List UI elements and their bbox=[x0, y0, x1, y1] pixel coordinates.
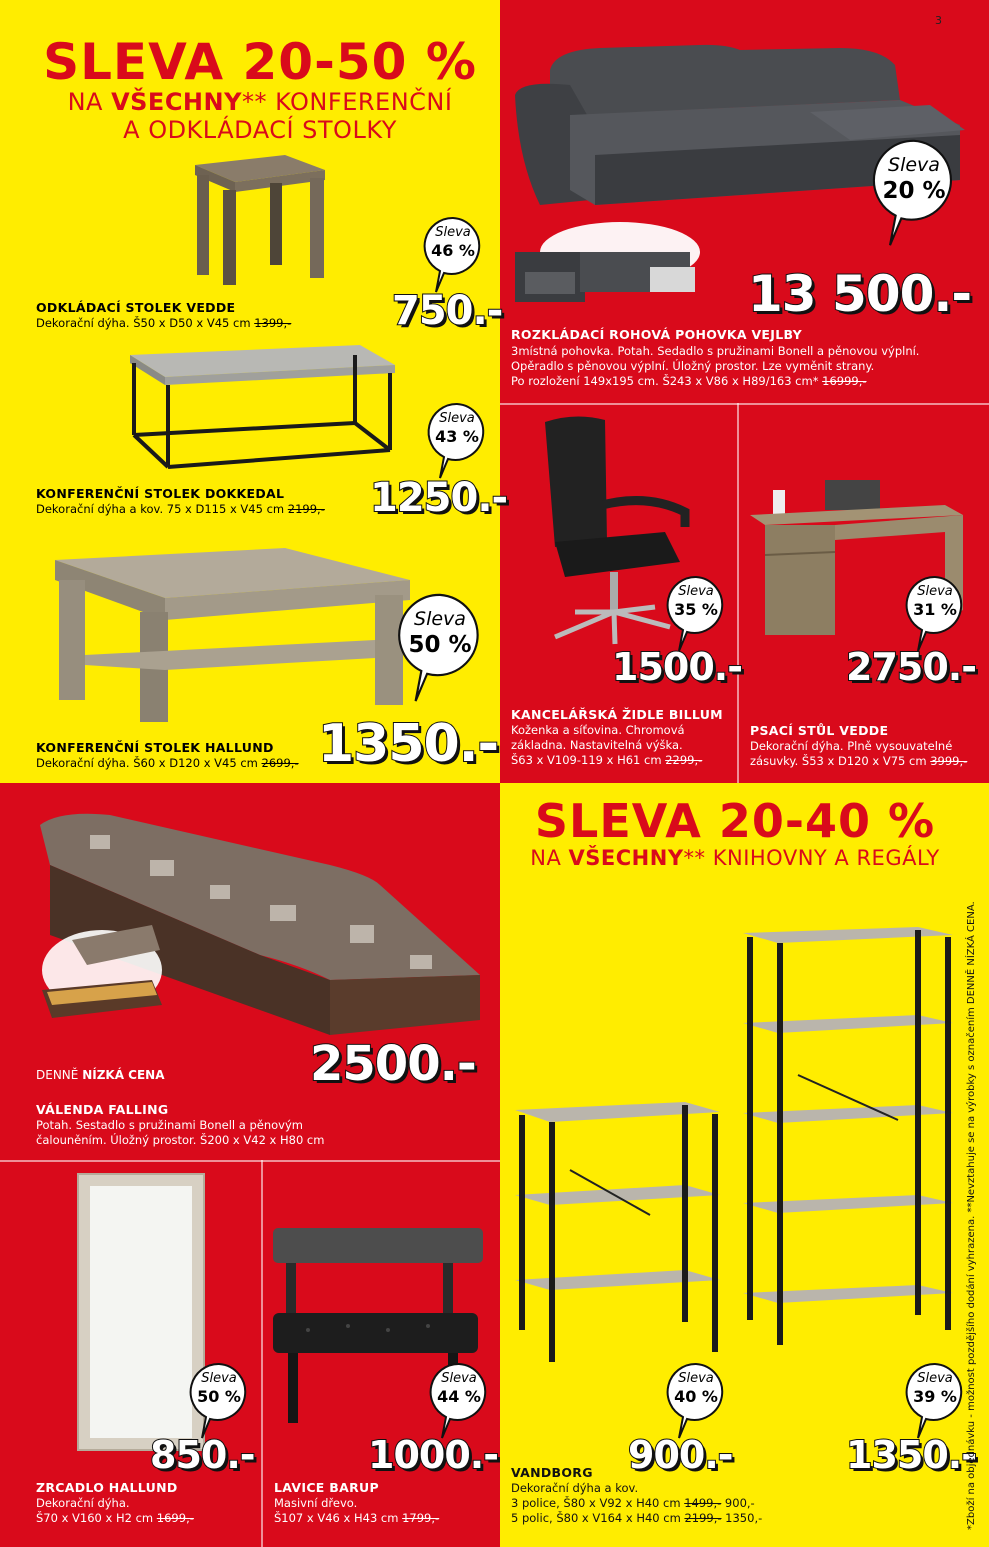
badge-percent: 44 % bbox=[437, 1387, 481, 1406]
shelf-5-image bbox=[738, 925, 963, 1350]
price: 750.- bbox=[392, 288, 503, 334]
badge-label: Sleva bbox=[888, 154, 940, 176]
bed-storage-detail-image bbox=[32, 920, 172, 1030]
side-table-image bbox=[185, 150, 335, 290]
product-desc: Masivní dřevo. Š107 x V46 x H43 cm 1799,- bbox=[274, 1496, 440, 1525]
badge-percent: 43 % bbox=[435, 427, 479, 446]
page-number: 3 bbox=[935, 14, 942, 27]
product-desc: Dekorační dýha. Š70 x V160 x H2 cm 1699,- bbox=[36, 1496, 194, 1525]
badge-label: Sleva bbox=[678, 584, 714, 599]
discount-badge bbox=[428, 1362, 490, 1440]
discount-badge bbox=[665, 575, 727, 653]
discount-badge bbox=[426, 402, 488, 480]
product-name: LAVICE BARUP bbox=[274, 1480, 379, 1495]
product-desc: Dekorační dýha. Š60 x D120 x V45 cm 2699,- bbox=[36, 756, 299, 770]
product-name: ZRCADLO HALLUND bbox=[36, 1480, 178, 1495]
subheadline-shelves: NA VŠECHNY** KNIHOVNY A REGÁLY bbox=[530, 846, 940, 870]
discount-badge bbox=[870, 138, 958, 248]
badge-label: Sleva bbox=[917, 584, 953, 599]
price: 1350.- bbox=[846, 1433, 976, 1477]
product-name: KONFERENČNÍ STOLEK DOKKEDAL bbox=[36, 486, 285, 501]
product-name: KANCELÁŘSKÁ ŽIDLE BILLUM bbox=[511, 707, 723, 722]
divider bbox=[261, 1160, 263, 1547]
coffee-table-dokkedal-image bbox=[120, 335, 400, 475]
price: 2500.- bbox=[310, 1036, 476, 1092]
badge-label: Sleva bbox=[435, 225, 471, 240]
price: 2750.- bbox=[846, 645, 976, 689]
badge-label: Sleva bbox=[441, 1371, 477, 1386]
product-desc: Dekorační dýha. Š50 x D50 x V45 cm 1399,- bbox=[36, 316, 292, 330]
badge-percent: 46 % bbox=[431, 241, 475, 260]
price: 900.- bbox=[628, 1433, 733, 1477]
discount-badge bbox=[395, 592, 485, 704]
sofa-bed-detail-image bbox=[510, 212, 710, 312]
price: 1250.- bbox=[370, 475, 508, 521]
badge-percent: 35 % bbox=[674, 600, 718, 619]
divider bbox=[500, 403, 989, 405]
badge-percent: 20 % bbox=[882, 178, 946, 204]
product-desc: Potah. Sestadlo s pružinami Bonell a pěnovým čalouněním. Úložný prostor. Š200 x V42 x H80 cm bbox=[36, 1118, 325, 1147]
badge-percent: 31 % bbox=[913, 600, 957, 619]
badge-label: Sleva bbox=[917, 1371, 953, 1386]
daily-low-price-logo: DENNĚ NÍZKÁ CENA bbox=[36, 1068, 165, 1082]
product-name: VANDBORG bbox=[511, 1465, 593, 1480]
product-desc: Dekorační dýha a kov. 3 police, Š80 x V92 x H40 cm 1499,- 900,- 5 polic, Š80 x V164 x H40 cm 2199,- 1350,- bbox=[511, 1481, 763, 1525]
shelf-3-image bbox=[510, 1100, 730, 1365]
badge-percent: 50 % bbox=[197, 1387, 241, 1406]
product-name: VÁLENDA FALLING bbox=[36, 1102, 169, 1117]
badge-label: Sleva bbox=[439, 411, 475, 426]
product-name: PSACÍ STŮL VEDDE bbox=[750, 723, 889, 738]
discount-badge bbox=[904, 1362, 966, 1440]
divider bbox=[0, 1160, 500, 1162]
coffee-table-hallund-image bbox=[45, 540, 415, 725]
discount-badge bbox=[422, 216, 484, 294]
discount-badge bbox=[904, 575, 966, 653]
price: 1000.- bbox=[368, 1433, 498, 1477]
price: 850.- bbox=[150, 1433, 255, 1477]
badge-percent: 39 % bbox=[913, 1387, 957, 1406]
subheadline-tables: NA VŠECHNY** KONFERENČNÍ A ODKLÁDACÍ STOLKY bbox=[67, 88, 453, 144]
product-desc: Koženka a síťovina. Chromová základna. Nastavitelná výška. Š63 x V109-119 x H61 cm 2299,- bbox=[511, 723, 703, 767]
badge-percent: 50 % bbox=[408, 632, 472, 658]
price: 1500.- bbox=[612, 645, 742, 689]
discount-badge bbox=[665, 1362, 727, 1440]
headline-shelves: SLEVA 20-40 % bbox=[534, 794, 936, 848]
product-desc: Dekorační dýha. Plně vysouvatelné zásuvky. Š53 x D120 x V75 cm 3999,- bbox=[750, 739, 968, 768]
badge-label: Sleva bbox=[201, 1371, 237, 1386]
badge-percent: 40 % bbox=[674, 1387, 718, 1406]
product-name: ROZKLÁDACÍ ROHOVÁ POHOVKA VEJLBY bbox=[511, 327, 802, 342]
badge-label: Sleva bbox=[414, 608, 466, 630]
badge-label: Sleva bbox=[678, 1371, 714, 1386]
product-name: ODKLÁDACÍ STOLEK VEDDE bbox=[36, 300, 236, 315]
product-name: KONFERENČNÍ STOLEK HALLUND bbox=[36, 740, 274, 755]
product-desc: Dekorační dýha a kov. 75 x D115 x V45 cm 2199,- bbox=[36, 502, 325, 516]
mirror-image bbox=[76, 1172, 206, 1452]
price: 13 500.- bbox=[748, 265, 972, 323]
headline-tables: SLEVA 20-50 % bbox=[43, 33, 477, 91]
product-desc: 3místná pohovka. Potah. Sedadlo s pružinami Bonell a pěnovou výplní. Opěradlo s pěnovou výplní. Úložný prostor. Lze vyměnit strany. Po rozložení 149x195 cm. Š243 x V86 x H89/163 cm* 16999,- bbox=[511, 344, 920, 388]
discount-badge bbox=[188, 1362, 250, 1440]
divider bbox=[737, 403, 739, 783]
disclaimer-note: *Zboží na objednávku - možnost pozdějšího dodání vyhrazena. **Nevztahuje se na výrobky s označením DENNĚ NÍZKÁ CENA. bbox=[966, 901, 977, 1530]
price: 1350.- bbox=[318, 714, 499, 774]
